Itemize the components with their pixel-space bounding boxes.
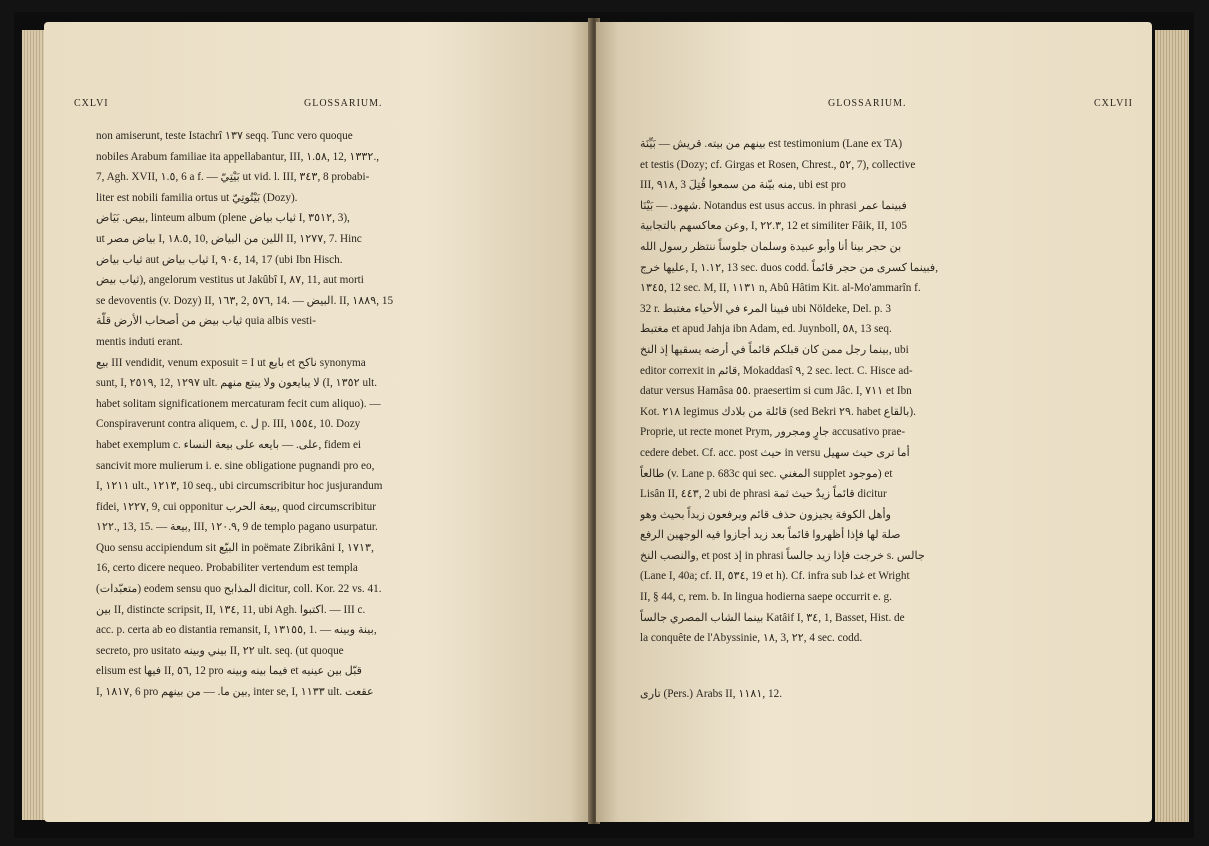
text-line: secreto, pro usitato بيني وبينه II, ٢٢ ult. seq. (ut quoque <box>96 644 344 657</box>
text-line: وأهل الكوفة يجيزون حذف قائم ويرفعون زيداً بحيث وهو <box>640 508 891 521</box>
text-line: بن حجر بينا أنا وأبو عبيدة وسلمان جلوساً ننتظر رسول الله <box>640 240 902 253</box>
text-line: II, § 44, c, rem. b. In lingua hodierna saepe occurrit e. g. <box>640 591 892 604</box>
text-line: ١٢٢., 13, 15. — بيعة, III, ١٢٠.٩, 9 de templo pagano usurpatur. <box>96 521 378 534</box>
text-line: طالعاً (v. Lane p. 683c qui sec. المغني supplet موجود) et <box>640 467 893 480</box>
text-line: cedere debet. Cf. acc. post حيث in versu أما ترى حيث سهيل <box>640 446 910 459</box>
text-line: et testis (Dozy; cf. Girgas et Rosen, Chrest., ٥٢, 7), collective <box>640 158 916 171</box>
text-line: Conspiraverunt contra aliquem, c. ل p. III, ١٥٥٤, 10. Dozy <box>96 418 361 431</box>
text-line: بيع III vendidit, venum exposuit = I ut بايع et ناكح synonyma <box>96 356 366 369</box>
text-line: non amiserunt, teste Istachrî ١٣٧ seqq. Tunc vero quoque <box>96 130 353 142</box>
text-line: صلة لها فإذا أظهروا قائماً بعد زيد أجازوا فيه الوجهين الرفع <box>640 529 901 542</box>
text-line: بينما الشاب المصري جالساً Katâif I, ٣٤, 1, Basset, Hist. de <box>640 611 905 624</box>
text-line: sancivit more mulierum i. e. sine obligatione pugnandi pro eo, <box>96 459 375 472</box>
text-line: elisum est فيها II, ٥٦, 12 pro فيما بينه وبينه et قبّل بين عينيه <box>96 665 362 678</box>
text-line: ut بياض مصر I, ١٨.٥, 10, اللين من البياض II, ١٢٧٧, 7. Hinc <box>96 232 362 245</box>
text-line: sunt, I, ٢٥١٩, 12, ١٢٩٧ ult. لا يبايعون ولا يبتع منهم (I, ١٣٥٢ ult. <box>96 377 378 390</box>
text-line: Quo sensu accipiendum sit البيّع in poëmate Zibrikâni I, ١٧١٣, <box>96 541 374 554</box>
text-line: ثياب بياض aut ثياب بياض I, ٩٠٤, 14, 17 (ubi Ibn Hisch. <box>96 253 343 266</box>
text-line: habet exemplum c. على. — بايعه على بيعة النساء, fidem ei <box>96 438 362 451</box>
text-line: شهود. — بَيْنَا. Notandus est usus accus. in phrasi فبينما عمر <box>640 199 907 212</box>
text-line: se devoventis (v. Dozy) II, ١٦٣, 2, ٥٧٦, 14. — البيض. II, ١٨٨٩, 15 <box>96 294 394 307</box>
left-page-number: CXLVI <box>74 98 109 109</box>
left-page-body <box>96 126 566 703</box>
left-running-title: GLOSSARIUM. <box>304 98 383 109</box>
text-line: مغتبط et apud Jahja ibn Adam, ed. Juynboll, ٥٨, 13 seq. <box>640 323 892 336</box>
text-line: ثياب بيض من أصحاب الأرض قلّة quia albis vesti- <box>96 315 316 328</box>
text-line: بيص. بَيَاض, linteum album (plene ثياب بياض I, ٣٥١٢, 3), <box>96 212 350 225</box>
text-line: ثياب بيض), angelorum vestitus ut Jakûbî I, ٨٧, 11, aut morti <box>96 274 364 287</box>
right-page-body <box>640 134 1120 649</box>
text-line: ١٣٤٥, 12 sec. M, II, ١١٣١ n, Abû Hâtim Kit. al-Mo'ammarîn f. <box>640 282 921 295</box>
text-line: nobiles Arabum familiae ita appellabantur, III, ١.٥٨, 12, ١٣٣٢., <box>96 150 380 163</box>
text-line: بين II, distincte scripsit, II, ١٣٤, 11, ubi Agh. اكتبوا. — III c. <box>96 603 366 616</box>
text-line: (Lane I, 40a; cf. II, ٥٣٤, 19 et h). Cf. infra sub غدا et Wright <box>640 570 910 583</box>
text-line: Lisân II, ٤٤٣, 2 ubi de phrasi قائماً زيدٌ حيث ثمة dicitur <box>640 488 887 501</box>
text-line: la conquête de l'Abyssinie, ١٨, 3, ٢٢, 4 sec. codd. <box>640 632 863 645</box>
text-line: بينما رجل ممن كان قبلكم قائماً في أرضه يسقيها إذ النخ, ubi <box>640 343 909 356</box>
right-page-edges <box>1155 30 1189 822</box>
text-line: datur versus Hamâsa ٥٥. praesertim si cum Jâc. I, ٧١١ et Ibn <box>640 385 912 398</box>
text-line: habet solitam significationem mercaturam fecit cum aliquo). — <box>96 397 381 410</box>
text-line: mentis induti erant. <box>96 335 183 348</box>
right-page <box>596 22 1152 822</box>
text-line: I, ١٨١٧, 6 pro بين ما. — من بينهم, inter se, I, ١١٣٣ ult. عقعت <box>96 686 374 699</box>
text-line: 7, Agh. XVII, ١.٥, 6 a f. — بَيْتِيّ ut vid. l. III, ٣٤٣, 8 probabi- <box>96 171 370 184</box>
text-line: III, ٩١٨, 3 منه بيّنة من سمعوا قُتِلَ, ubi est pro <box>640 179 846 192</box>
text-line: 16, certo dicere nequeo. Probabiliter vertendum est templa <box>96 562 358 575</box>
final-entry: تارى (Pers.) Arabs II, ١١٨١, 12. <box>640 688 782 700</box>
text-line: بينهم من بيته. قريش — بَيِّنَة est testimonium (Lane ex TA) <box>640 138 903 150</box>
right-running-title: GLOSSARIUM. <box>828 98 907 109</box>
text-line: وعن معاكسهم بالتجابية, I, ٢٢.٣, 12 et similiter Fâik, II, 105 <box>640 220 907 233</box>
text-line: editor correxit in قائم, Mokaddasî ٩, 2 sec. lect. C. Hisce ad- <box>640 364 913 377</box>
right-page-number: CXLVII <box>1094 98 1133 109</box>
text-line: Proprie, ut recte monet Prym, جارٍ ومجرور accusativo prae- <box>640 426 906 439</box>
left-page <box>44 22 592 822</box>
text-line: acc. p. certa ab eo distantia remansit, I, ١٣١٥٥, 1. — بينة وبينه, <box>96 624 377 637</box>
text-line: والنصب النخ, et post إذ in phrasi خرجت فإذا زيد جالساً s. جالس <box>640 549 925 562</box>
text-line: liter est nobili familia ortus ut بَيْتُوتِيّ (Dozy). <box>96 191 298 204</box>
text-line: I, ١٢١١ ult., ١٢١٣, 10 seq., ubi circumscribitur hoc jusjurandum <box>96 480 383 493</box>
text-line: (متعبّدات) eodem sensu quo المذابح dicitur, coll. Kor. 22 vs. 41. <box>96 583 382 596</box>
text-line: Kot. ٢١٨ legimus قائلة من بلادك (sed Bekri ٢٩. habet بالقاع). <box>640 405 916 418</box>
text-line: 32 r. فبينا المرء في الأحياء مغتبط ubi Nöldeke, Del. p. 3 <box>640 302 891 315</box>
text-line: fidei, ١٢٢٧, 9, cui opponitur بيعة الحرب, quod circumscribitur <box>96 500 376 513</box>
text-line: عليها خرج, I, ١.١٢, 13 sec. duos codd. فبينما كسرى من حجر قائماً, <box>640 261 939 274</box>
